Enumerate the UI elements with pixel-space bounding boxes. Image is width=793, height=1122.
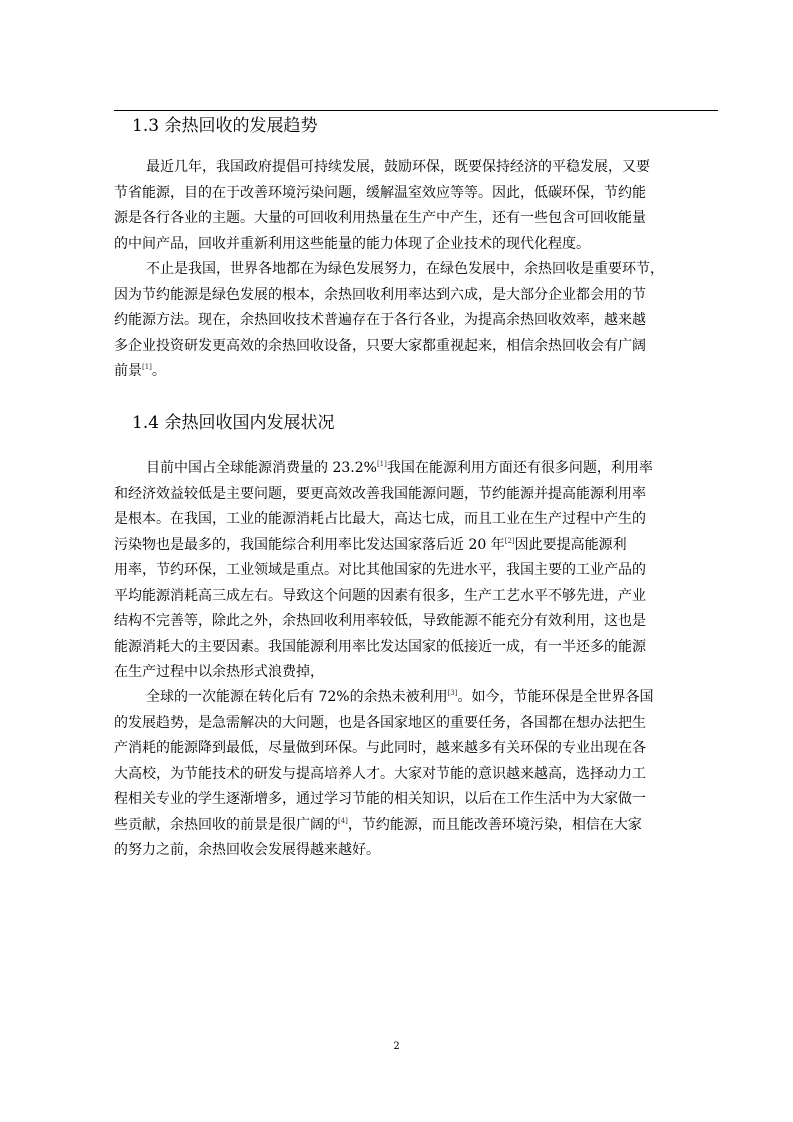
text-fragment: ，节约能源，而且能改善环境污染，相信在大家 [347, 816, 642, 833]
paragraph-4 [114, 685, 726, 864]
text-fragment: 。 [151, 363, 166, 379]
header-rule [114, 110, 718, 111]
page-number: 2 [393, 1041, 400, 1052]
text-line: 最近几年，我国政府提倡可持续发展，鼓励环保，既要保持经济的平稳发展，又要 [146, 159, 650, 175]
text-fragment: 我国在能源利用方面还有很多问题，利用率 [386, 460, 653, 476]
section-heading-1-4: 1.4 余热回收国内发展状况 [132, 413, 335, 433]
text-line [114, 533, 726, 559]
text-line: 在生产过程中以余热形式浪费掉， [114, 664, 324, 680]
text-fragment: 因此要提高能源利 [514, 536, 627, 553]
text-fragment: 全球的一次能源在转化后有 72%的余热未被利用 [146, 689, 448, 705]
text-line: 用率，节约环保，工业领域是重点。对比其他国家的先进水平，我国主要的工业产品的 [114, 562, 646, 578]
text-line: 平均能源消耗高三成左右。导致这个问题的因素有很多，生产工艺水平不够先进，产业 [114, 587, 646, 604]
text-line: 程相关专业的学生逐渐增多，通过学习节能的相关知识，以后在工作生活中为大家做一 [114, 791, 646, 807]
paragraph-2 [114, 257, 726, 385]
text-line: 大高校，为节能技术的研发与提高培养人才。大家对节能的意识越来越高，选择动力工 [114, 765, 646, 782]
paragraph-3 [114, 456, 726, 686]
text-line: 结构不完善等，除此之外，余热回收利用率较低，导致能源不能充分有效利用，这也是 [114, 613, 646, 629]
text-line: 约能源方法。现在，余热回收技术普遍存在于各行各业，为提高余热回收效率，越来越 [114, 312, 646, 328]
text-line: 的发展趋势，是急需解决的大问题，也是各国家地区的重要任务，各国都在想办法把生 [114, 714, 646, 731]
citation-marker: [4] [338, 816, 348, 825]
text-line: 的中间产品，回收并重新利用这些能量的能力体现了企业技术的现代化程度。 [114, 235, 590, 252]
citation-marker: [1] [142, 363, 152, 371]
text-line: 多企业投资研发更高效的余热回收设备，只要大家都重视起来，相信余热回收会有广阔 [114, 337, 646, 354]
text-line: 的努力之前，余热回收会发展得越来越好。 [114, 842, 380, 858]
text-fragment: 目前中国占全球能源消费量的 23.2% [146, 460, 377, 476]
section-heading-1-3: 1.3 余热回收的发展趋势 [132, 116, 318, 136]
text-line: 和经济效益较低是主要问题，要更高效改善我国能源问题，节约能源并提高能源利用率 [114, 485, 646, 502]
text-line: 源是各行各业的主题。大量的可回收利用热量在生产中产生，还有一些包含可回收能量 [114, 210, 646, 226]
text-line [114, 813, 726, 839]
text-line: 是根本。在我国，工业的能源消耗占比最大，高达七成，而且工业在生产过程中产生的 [114, 511, 646, 527]
text-line: 节省能源，目的在于改善环境污染问题，缓解温室效应等等。因此，低碳环保，节约能 [114, 184, 646, 201]
text-line [114, 685, 726, 711]
paragraph-1 [114, 155, 726, 257]
text-fragment: 污染物也是最多的，我国能综合利用率比发达国家落后近 20 年 [114, 536, 505, 553]
text-line: 能源消耗大的主要因素。我国能源利用率比发达国家的低接近一成，有一半还多的能源 [114, 638, 646, 655]
text-line: 因为节约能源是绿色发展的根本，余热回收利用率达到六成，是大部分企业都会用的节 [114, 286, 646, 303]
text-line [114, 359, 726, 385]
citation-marker: [3] [447, 689, 458, 697]
text-fragment: 前景 [114, 363, 142, 379]
text-line [114, 456, 726, 482]
text-fragment: 。如今，节能环保是全世界各国 [457, 689, 654, 705]
text-line: 不止是我国，世界各地都在为绿色发展努力，在绿色发展中，余热回收是重要环节， [146, 261, 664, 277]
citation-marker: [2] [504, 536, 515, 545]
text-fragment: 些贡献，余热回收的前景是很广阔的 [114, 816, 338, 833]
citation-marker: [1] [376, 460, 387, 468]
text-line: 产消耗的能源降到最低，尽量做到环保。与此同时，越来越多有关环保的专业出现在各 [114, 740, 646, 756]
